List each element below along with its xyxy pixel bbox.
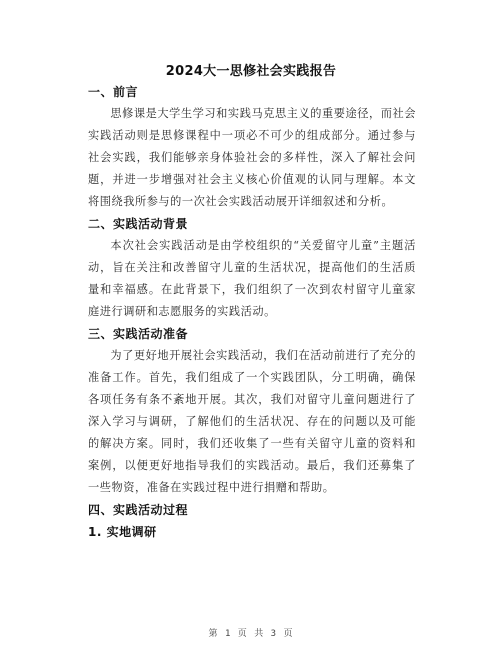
section-paragraph-background: 本次社会实践活动是由学校组织的“关爱留守儿童”主题活动，旨在关注和改善留守儿童的生活状况，提高他们的生活质量和幸福感。在此背景下，我们组织了一次到农村留守儿童家庭进行调研和志愿服务的实践活动。 [88,239,416,318]
page-title: 2024大一思修社会实践报告 [165,64,337,79]
section-paragraph-preparation: 为了更好地开展社会实践活动，我们在活动前进行了充分的准备工作。首先，我们组成了一个实践团队，分工明确，确保各项任务有条不紊地开展。其次，我们对留守儿童问题进行了深入学习与调研，了解他们的生活状况、存在的问题以及可能的解决方案。同时，我们还收集了一些有关留守儿童的资料和案例，以便更好地指导我们的实践活动。最后，我们还募集了一些物资，准备在实践过程中进行捐赠和帮助。 [88,349,416,494]
section-heading-preface: 一、前言 [88,85,139,99]
subsection-heading-field-research: 1. 实地调研 [88,525,157,539]
section-heading-process: 四、实践活动过程 [88,503,189,517]
document-body [88,81,416,543]
section-paragraph-preface: 思修课是大学生学习和实践马克思主义的重要途径，而社会实践活动则是思修课程中一项必不可少的组成部分。通过参与社会实践，我们能够亲身体验社会的多样性，深入了解社会问题，并进一步增强对社会主义核心价值观的认同与理解。本文将围绕我所参与的一次社会实践活动展开详细叙述和分析。 [88,107,416,208]
page-footer: 第 1 页 共 3 页 [208,629,294,639]
section-heading-background: 二、实践活动背景 [88,217,189,231]
section-heading-preparation: 三、实践活动准备 [88,327,189,341]
